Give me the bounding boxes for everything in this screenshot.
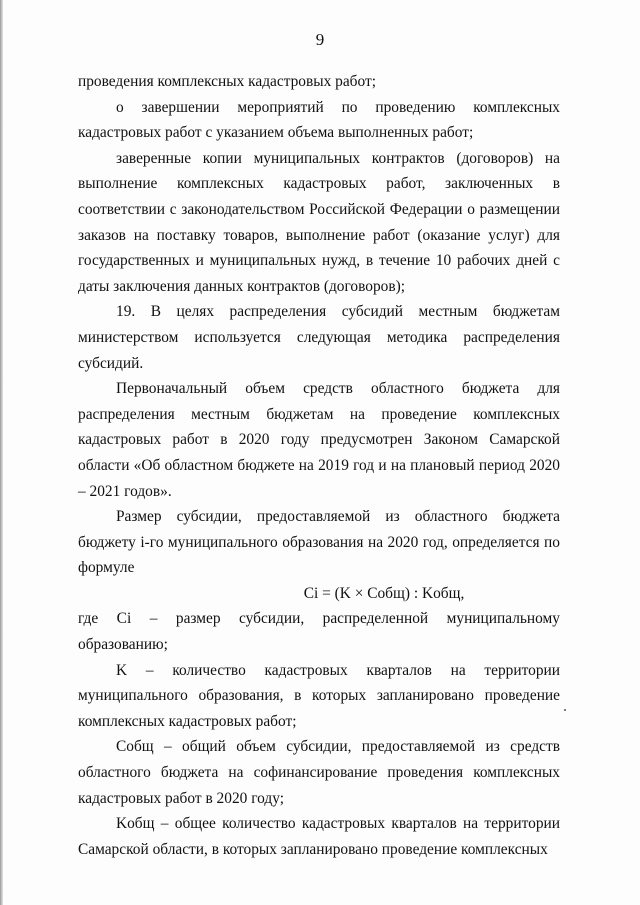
paragraph-continuation: проведения комплексных кадастровых работ; (78, 73, 376, 90)
paragraph-contract-copies: заверенные копии муниципальных контрактов (договоров) на выполнение комплексных кадастровых работ, заключенных в соответствии с законодательством Российской Федерации о размещении заказов на поставку товаров, выполнение работ (оказание услуг) для государственных и муниципальных нужд, в течение 10 рабочих дней с даты заключения данных контрактов (договоров); (78, 149, 560, 295)
scan-artifact (564, 709, 566, 711)
definition-c-total: Cобщ – общий объем субсидии, предоставляемой из средств областного бюджета на софинансирование проведения комплексных кадастровых работ в 2020 году; (78, 738, 560, 807)
definition-k-total: Kобщ – общее количество кадастровых кварталов на территории Самарской области, в которых запланировано проведение комплексных (78, 815, 560, 858)
paragraph-item-19: 19. В целях распределения субсидий местным бюджетам министерством используется следующая методика распределения субсидий. (78, 303, 560, 372)
paragraph-initial-budget: Первоначальный объем средств областного бюджета для распределения местным бюджетам на проведение комплексных кадастровых работ в 2020 году предусмотрен Законом Самарской области «Об областном бюджете на 2019 год и на плановый период 2020 – 2021 годов». (78, 380, 560, 500)
scan-edge (0, 0, 3, 905)
paragraph-subsidy-size: Размер субсидии, предоставляемой из областного бюджета бюджету i-го муниципального образования на 2020 год, определяется по формуле (78, 508, 560, 577)
definition-k: K – количество кадастровых кварталов на территории муниципального образования, в которых запланировано проведение комплексных кадастровых работ; (78, 661, 560, 730)
definition-ci: где Ci – размер субсидии, распределенной муниципальному образованию; (78, 610, 560, 654)
document-body (78, 69, 560, 862)
paragraph-completion-notice: о завершении мероприятий по проведению комплексных кадастровых работ с указанием объема выполненных работ; (78, 98, 560, 142)
formula: Ci = (K × Cобщ) : Kобщ, (303, 584, 465, 602)
page-number: 9 (315, 30, 325, 49)
